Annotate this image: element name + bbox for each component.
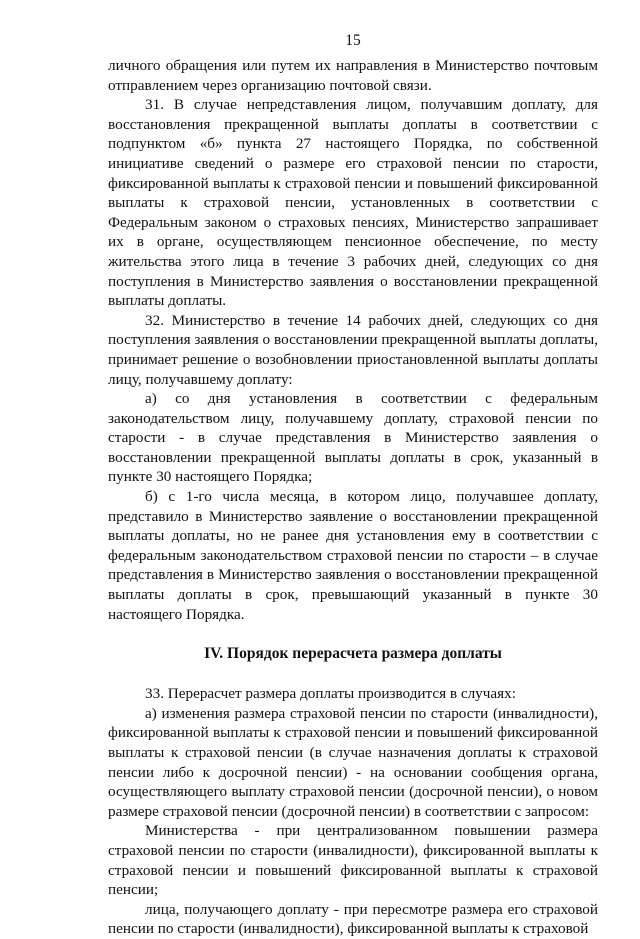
paragraph-32-b: б) с 1-го числа месяца, в котором лицо, получавшее доплату, представило в Министерство заявление о восстановлении прекращенной выплаты доплаты, но не ранее дня установления ему в соответствии с федеральным законодательством страховой пенсии по старости – в случае представления в Министерство заявления о восстановлении прекращенной выплаты доплаты в срок, превышающий указанный в пункте 30 настоящего Порядка. — [108, 488, 598, 623]
section-heading: IV. Порядок перерасчета размера доплаты — [204, 645, 502, 663]
paragraph-33-a: а) изменения размера страховой пенсии по старости (инвалидности), фиксированной выплаты к страховой пенсии и повышений фиксированной выплаты к страховой пенсии (в случае назначения доплаты к страховой пенсии либо к досрочной пенсии) - на основании сообщения органа, осуществляющего выплату страховой пенсии (досрочной пенсии), о новом размере страховой пенсии (досрочной пенсии) в соответствии с запросом: — [108, 704, 598, 820]
paragraph-ministry: Министерства - при централизованном повышении размера страховой пенсии по старости (инвалидности), фиксированной выплаты к страховой пенсии и повышений фиксированной выплаты к страховой пенсии; — [108, 822, 598, 899]
paragraph-33: 33. Перерасчет размера доплаты производится в случаях: — [145, 685, 516, 703]
paragraph-continuation: личного обращения или путем их направления в Министерство почтовым отправлением через организацию почтовой связи. — [108, 57, 598, 94]
paragraph-32: 32. Министерство в течение 14 рабочих дней, следующих со дня поступления заявления о восстановлении прекращенной выплаты доплаты, принимает решение о возобновлении приостановленной выплаты доплаты лицу, получавшему доплату: — [108, 311, 598, 388]
page-number: 15 — [345, 32, 361, 49]
paragraph-32-a: а) со дня установления в соответствии с федеральным законодательством лицу, получавшему доплату, страховой пенсии по старости - в случае представления в Министерство заявления о восстановлении прекращенной выплаты доплаты в срок, указанный в пункте 30 настоящего Порядка; — [108, 390, 598, 486]
document-body — [108, 56, 598, 939]
paragraph-31: 31. В случае непредставления лицом, получавшим доплату, для восстановления прекращенной выплаты доплаты в соответствии с подпунктом «б» пункта 27 настоящего Порядка, по собственной инициативе сведений о размере его страховой пенсии по старости, фиксированной выплаты к страховой пенсии и повышений фиксированной выплаты к страховой пенсии, установленных в соответствии с Федеральным законом о страховых пенсиях, Министерство запрашивает их в органе, осуществляющем пенсионное обеспечение, по месту жительства этого лица в течение 3 рабочих дней, следующих со дня поступления в Министерство заявления о восстановлении прекращенной выплаты доплаты. — [108, 96, 598, 310]
paragraph-recipient: лица, получающего доплату - при пересмотре размера его страховой пенсии по старости (инвалидности), фиксированной выплаты к страховой — [108, 900, 598, 938]
